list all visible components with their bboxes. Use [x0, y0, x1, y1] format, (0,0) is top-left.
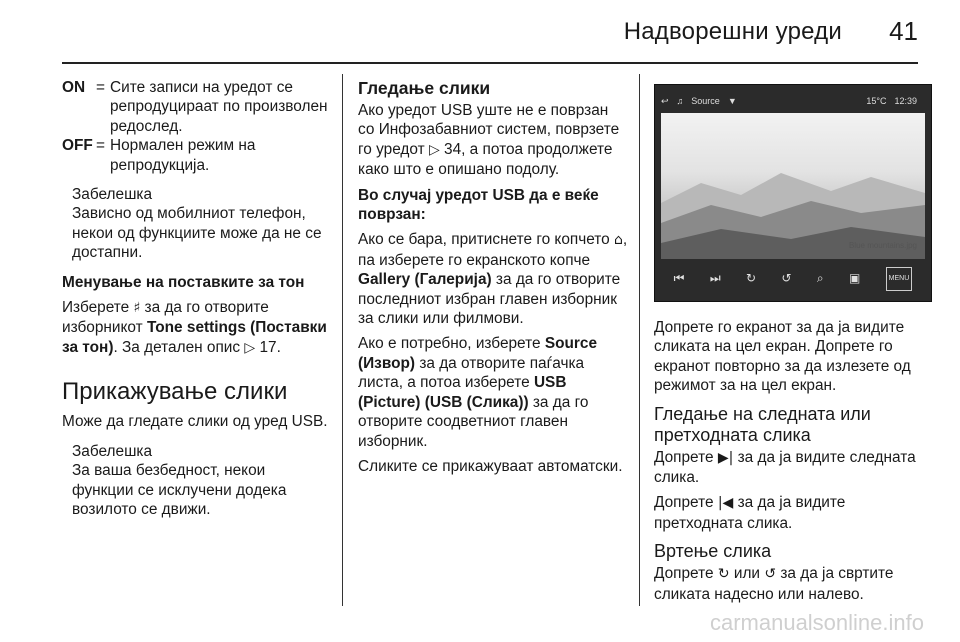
right-column — [654, 78, 924, 610]
text: за да отворите паѓачка листа, а потоа изберете — [358, 354, 585, 392]
note-text: Зависно од мобилниот телефон, некои од функциите може да не се достапни. — [72, 205, 322, 262]
text: . За детален опис — [113, 338, 241, 356]
text: или — [733, 565, 761, 583]
temperature: 15°C — [866, 96, 887, 107]
back-icon: ↩ — [661, 96, 669, 107]
tone-heading: Менување на поставките за тон — [62, 273, 305, 291]
text: за да ја видите претходната слика. — [654, 494, 846, 532]
picture-caption: Blue mountains.jpg — [848, 240, 917, 250]
middle-column — [358, 78, 628, 482]
infotainment-screen-figure — [654, 84, 932, 302]
paragraph-1 — [358, 101, 628, 180]
picture-view — [661, 113, 925, 259]
rotate-right-icon: ↻ — [717, 566, 730, 583]
note-title: Забелешка — [72, 186, 153, 204]
previous-icon: |◀ — [717, 495, 734, 512]
fullscreen-paragraph: Допрете го екранот за да ја видите сликата на цел екран. Допрете го екранот повторно за да излезете од режимот за на цел екран. — [654, 319, 911, 395]
tone-paragraph — [62, 298, 328, 358]
source-icon: ♫ — [676, 96, 684, 107]
def-off — [62, 136, 328, 175]
paragraph-2 — [358, 230, 628, 328]
zoom-icon: ⌕ — [816, 271, 824, 286]
menu-name: Tone settings (Поставки за тон) — [62, 319, 327, 356]
note-text: За ваша безбедност, некои функции се исклучени додека возилото се движи. — [72, 462, 287, 518]
rotate-heading: Вртење слика — [654, 541, 772, 562]
text: за да го отворите последниот избран главен изборник за слики или филмови. — [358, 271, 621, 328]
def-eq: = — [96, 137, 105, 155]
note-2 — [62, 442, 328, 520]
clock: 12:39 — [894, 96, 917, 107]
text: за да го отворите изборникот — [62, 299, 269, 337]
screen-controls — [661, 267, 925, 291]
button-name: Source (Извор) — [358, 335, 598, 372]
rotate-right-icon: ↻ — [746, 271, 757, 286]
tone-icon: ♯ — [133, 300, 141, 317]
next-icon: ⏭ — [709, 271, 721, 286]
section-title: Прикажување слики — [62, 378, 288, 406]
def-desc: Нормален режим на репродукција. — [110, 137, 256, 174]
left-column — [62, 78, 328, 529]
page-number: 41 — [889, 16, 918, 46]
text: за да ја видите следната слика. — [654, 448, 916, 487]
def-term: ON — [62, 79, 86, 96]
header-rule — [62, 62, 918, 64]
prev-paragraph — [654, 493, 924, 533]
watermark: carmanualsonline.info — [709, 610, 924, 635]
note-title: Забелешка — [72, 442, 153, 460]
text: Изберете — [62, 299, 130, 317]
previous-icon: ⏮ — [673, 271, 685, 286]
screen-topbar — [661, 91, 925, 113]
rotate-paragraph — [654, 564, 924, 604]
next-prev-heading: Гледање на следната или претходната слика — [654, 403, 871, 445]
text: Допрете — [654, 494, 714, 512]
home-icon: ⌂ — [614, 232, 623, 249]
slideshow-icon: ▣ — [848, 271, 861, 286]
next-icon: ▶| — [717, 449, 734, 466]
column-divider-2 — [639, 74, 640, 606]
menu-icon: MENU — [886, 267, 913, 290]
def-eq: = — [96, 79, 105, 96]
def-on — [62, 78, 328, 136]
text: 34, а потоа продолжете како што е опишано подолу. — [358, 140, 613, 179]
text: Ако уредот USB уште не е поврзан со Инфозабавниот систем, поврзете го уредот — [358, 102, 620, 158]
text: Ако се бара, притиснете го копчето — [358, 231, 610, 249]
def-desc: Сите записи на уредот се репродуцираат по произволен редослед. — [110, 79, 328, 135]
text: за да ја свртите сликата надесно или налево. — [654, 565, 894, 603]
column-divider-1 — [342, 74, 343, 606]
paragraph-3 — [358, 334, 628, 450]
note-1 — [62, 185, 328, 263]
paragraph-4: Сликите се прикажуваат автоматски. — [358, 457, 623, 475]
text: Ако е потребно, изберете — [358, 335, 541, 353]
header-title: Надворешни уреди — [623, 18, 842, 45]
source-label: Source — [691, 96, 720, 107]
rotate-left-icon: ↺ — [781, 271, 792, 286]
text: за да го отворите соодветниот главен изборник. — [358, 393, 589, 450]
dropdown-icon: ▼ — [727, 96, 737, 107]
next-paragraph — [654, 448, 924, 488]
viewing-heading: Гледање слики — [358, 78, 491, 98]
section-text: Може да гледате слики од уред USB. — [62, 413, 328, 431]
page-ref-icon: ▷ — [244, 339, 256, 356]
page-ref: 17. — [259, 338, 281, 356]
def-term: OFF — [62, 137, 93, 155]
rotate-left-icon: ↺ — [764, 566, 777, 583]
text: Допрете — [654, 565, 714, 583]
text: Допрете — [654, 448, 714, 466]
page-ref-icon: ▷ — [428, 141, 440, 158]
text: , па изберете го екранското копче — [358, 231, 628, 269]
menu-name: USB (Picture) (USB (Слика)) — [358, 374, 567, 411]
subheading: Во случај уредот USB да е веќе поврзан: — [358, 186, 599, 224]
button-name: Gallery (Галерија) — [358, 271, 492, 289]
